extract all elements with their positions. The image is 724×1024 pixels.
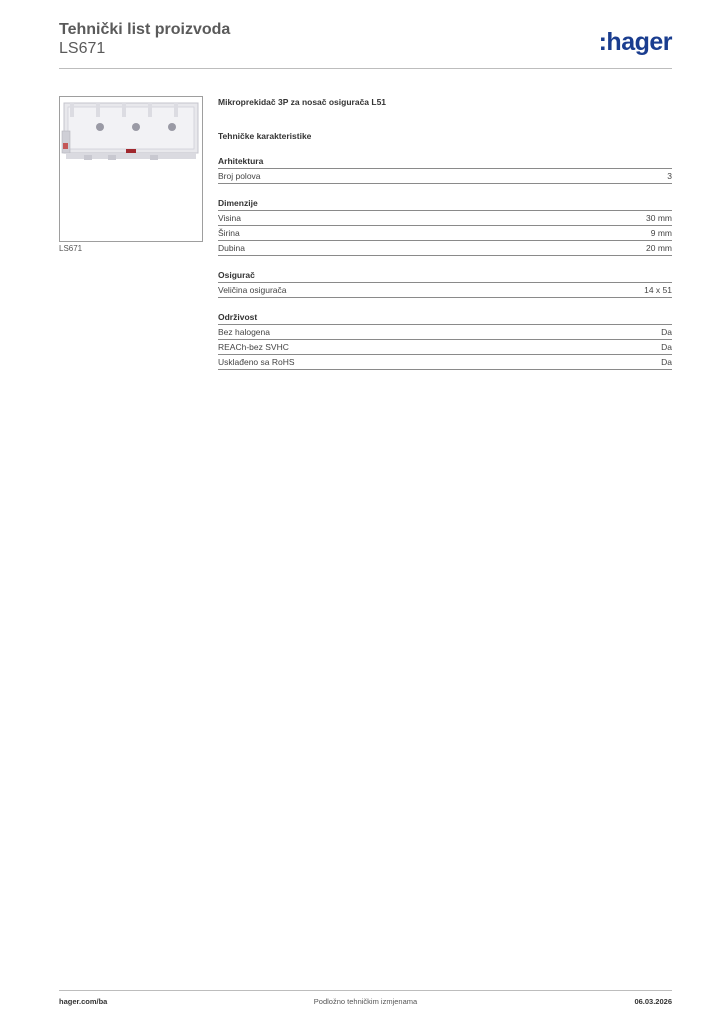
- spec-value: 20 mm: [646, 243, 672, 253]
- spec-value: Da: [661, 342, 672, 352]
- spec-content: [218, 96, 672, 370]
- spec-label: Veličina osigurača: [218, 285, 287, 295]
- header-divider: [59, 68, 672, 69]
- spec-row: [218, 325, 672, 340]
- group-title: Održivost: [218, 311, 672, 325]
- spec-label: Visina: [218, 213, 241, 223]
- spec-label: Usklađeno sa RoHS: [218, 357, 295, 367]
- product-description: Mikroprekidač 3P za nosač osigurača L51: [218, 97, 387, 107]
- image-caption: LS671: [59, 244, 83, 253]
- spec-value: 14 x 51: [644, 285, 672, 295]
- spec-label: Dubina: [218, 243, 245, 253]
- document-title: Tehnički list proizvoda: [59, 21, 231, 38]
- document-header: [59, 20, 672, 58]
- spec-label: REACh-bez SVHC: [218, 342, 289, 352]
- spec-row: [218, 241, 672, 256]
- spec-value: 30 mm: [646, 213, 672, 223]
- group-title: Osigurač: [218, 269, 672, 283]
- spec-group-dimensions: [218, 197, 672, 256]
- section-title: Tehničke karakteristike: [218, 131, 312, 141]
- spec-row: [218, 283, 672, 298]
- website-link[interactable]: hager.com/ba: [59, 997, 108, 1006]
- group-title: Dimenzije: [218, 197, 672, 211]
- spec-label: Širina: [218, 228, 240, 238]
- spec-value: Da: [661, 357, 672, 367]
- spec-value: Da: [661, 327, 672, 337]
- hager-logo: :hager: [598, 28, 672, 56]
- spec-group-fuse: [218, 269, 672, 298]
- group-title: Arhitektura: [218, 155, 672, 169]
- product-code: LS671: [59, 40, 106, 57]
- spec-row: [218, 226, 672, 241]
- spec-row: [218, 355, 672, 370]
- product-image: [59, 96, 203, 242]
- document-date: 06.03.2026: [634, 997, 672, 1006]
- footer-divider: [59, 990, 672, 991]
- spec-group-architecture: [218, 155, 672, 184]
- spec-group-sustainability: [218, 311, 672, 370]
- spec-label: Bez halogena: [218, 327, 270, 337]
- spec-label: Broj polova: [218, 171, 261, 181]
- spec-row: [218, 169, 672, 184]
- spec-row: [218, 211, 672, 226]
- spec-value: 3: [667, 171, 672, 181]
- spec-row: [218, 340, 672, 355]
- fuse-holder-illustration: [60, 97, 202, 241]
- spec-value: 9 mm: [650, 228, 672, 238]
- disclaimer-text: Podložno tehničkim izmjenama: [313, 997, 418, 1006]
